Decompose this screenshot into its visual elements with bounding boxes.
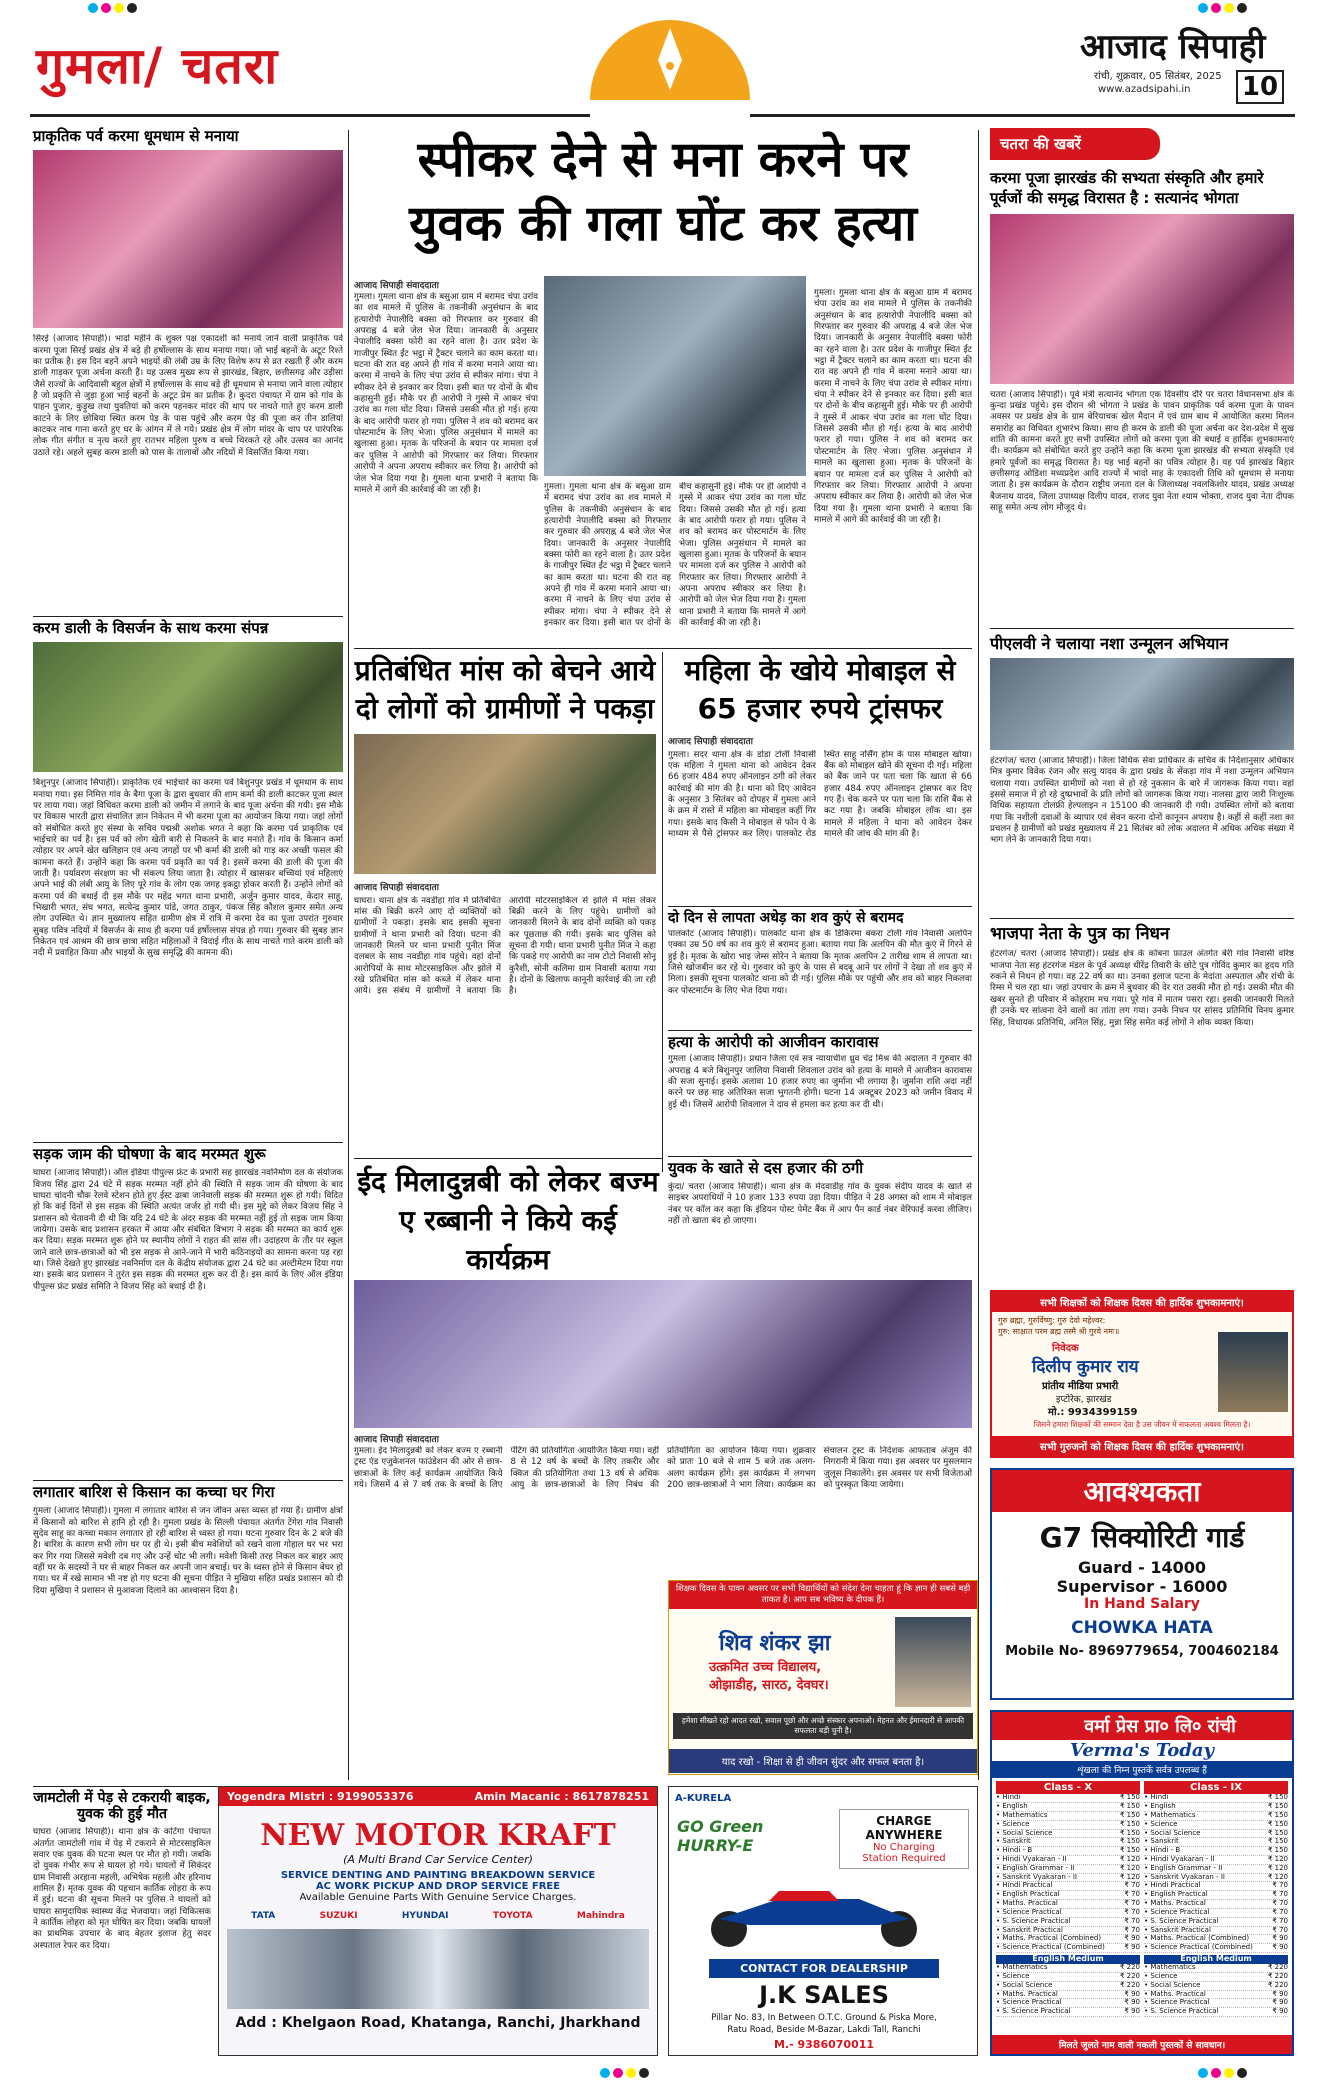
price-table-class-ix	[1144, 1781, 1288, 2017]
price-row	[1144, 2008, 1288, 2017]
book-title: • Science Practical (Combined)	[1144, 1943, 1253, 1952]
cyber-body: कुंदा/ चतरा (आजाद सिपाही)। थाना क्षेत्र के मेदवाडीह गांव के युवक संदीप यादव के खाते से साइबर अपराधियों ने 10 हजार 133 रुपया उड़ा दिया। पीड़ित ने 28 अगस्त को शाम में मोबाइल नंबर पर कॉल कर कहा कि इंडियन पोस्ट पेमेंट बैंक में आप पैन कार्ड नंबर वेरिफाई करवा लीजिए। नहीं तो खाता बंद हो जाएगा।	[668, 1182, 972, 1227]
headline: सड़क जाम की घोषणा के बाद मरम्मत शुरू	[33, 1145, 266, 1163]
ad-teacher-day	[990, 1290, 1294, 1458]
headline: जामटोली में पेड़ से टकरायी बाइक, युवक की हुई मौत	[33, 1790, 211, 1823]
book-price: ₹ 120	[1119, 1863, 1140, 1872]
price-table-header: Class - IX	[1144, 1781, 1288, 1794]
book-title: • Science Practical	[996, 1998, 1062, 2007]
book-title: • S. Science Practical	[1144, 1916, 1219, 1925]
cyber-story	[668, 1160, 972, 1180]
ad-security-guard	[990, 1468, 1294, 1700]
book-title: • Sanskrit Vyakaran - II	[1144, 1872, 1225, 1881]
ad-motor-phones	[219, 1787, 657, 1806]
ad-school-school: उत्क्रमित उच्च विद्यालय,	[709, 1660, 822, 1675]
right-column	[990, 128, 1294, 1288]
ad-scooter-addr1: Pillar No. 83, In Between O.T.C. Ground & Piska More,	[711, 2013, 937, 2023]
book-title: • Science Practical (Combined)	[996, 1943, 1105, 1952]
ad-guard-l1: Guard - 14000	[1077, 1558, 1207, 1577]
ad-scooter-dealer: J.K SALES	[759, 1981, 889, 2009]
page-number: 10	[1236, 70, 1284, 104]
book-title: • Maths. Practical	[996, 1989, 1058, 1998]
brand-tata: TATA	[251, 1911, 276, 1921]
eid-photo	[354, 1280, 972, 1428]
r-photo-2	[990, 658, 1294, 750]
book-title: • Hindi - B	[996, 1846, 1033, 1855]
ad-scooter-contact: CONTACT FOR DEALERSHIP	[709, 1959, 939, 1978]
book-title: • Sanskrit Practical	[1144, 1925, 1211, 1934]
ad-guard-company: G7 सिक्योरिटी गार्ड	[1039, 1521, 1245, 1554]
book-price: ₹ 150	[1119, 1810, 1140, 1819]
ad-motor-m2: Amin Macanic : 8617878251	[474, 1790, 649, 1803]
lead-headline: स्पीकर देने से मना करने पर युवक की गला घोंट कर हत्या	[409, 131, 917, 252]
masthead-rule-left	[30, 114, 590, 117]
book-title: • Sanskrit	[996, 1837, 1031, 1846]
ad-motor-cars	[227, 1929, 649, 2009]
book-price: ₹ 70	[1272, 1907, 1288, 1916]
book-price: ₹ 150	[1267, 1846, 1288, 1855]
r-photo-1	[990, 214, 1294, 384]
book-price: ₹ 70	[1272, 1925, 1288, 1934]
book-price: ₹ 150	[1267, 1837, 1288, 1846]
book-title: • Science	[996, 1819, 1030, 1828]
headline: प्राकृतिक पर्व करमा धूमधाम से मनाया	[33, 127, 239, 145]
book-title: • Maths. Practical (Combined)	[996, 1934, 1102, 1943]
book-price: ₹ 150	[1267, 1828, 1288, 1837]
book-price: ₹ 220	[1119, 1980, 1140, 1989]
ad-motor-l3: Available Genuine Parts With Genuine Service Charges.	[299, 1892, 577, 1903]
headline: लगातार बारिश से किसान का कच्चा घर गिरा	[33, 1483, 275, 1501]
r-headline-2: पीएलवी ने चलाया नशा उन्मूलन अभियान	[990, 633, 1229, 653]
book-title: • Science	[996, 1971, 1030, 1980]
story-body: गुमला (आजाद सिपाही)। गुमला में लगातार बारिश से जन जीवन अस्त व्यस्त हो गया है। ग्रामीण क्षेत्रों में किसानों को बारिश से हानि हो रही है। गुमला प्रखंड के सिल्ली पंचायत अंतर्गत टेंगेरा गांव निवासी सुदेव साहू का कच्चा मकान लगातार हो रही बारिश से ध्वस्त हो गया। घटना गुरुवार दिन के 2 बजे की है। बारिश के कारण सभी लोग घर पर ही थे। इसी बीच मवेशियों को रखने वाला गोहाल घर भर भरा कर गिर गया जिससे मवेशी दब गए और उन्हें चोट भी लगी। मवेशी किसी तरह निकल कर बाहर आए वहीं घर के सदस्यों ने घर से बाहर निकल कर अपनी जान बचाई। घर के ध्वस्त होने से किसान बेघर हो गया। घर में रखे सामान भी नष्ट हो गए घटना की सूचना पीड़ित ने मुखिया सहित प्रखंड प्रशासन को दी दिया मुखिया ने प्रशासन से मुआवजा दिलाने का आश्वासन दिया है।	[33, 1506, 343, 1596]
book-price: ₹ 150	[1119, 1846, 1140, 1855]
immersion-photo	[33, 642, 343, 772]
ad-school-mid: हमेशा सीखते रहो आदत रखो, सवाल पूछो और अच्छे संस्कार अपनाओ। मेहनत और ईमानदारी से आपकी सफलता बड़ी चुनी है।	[673, 1713, 973, 1739]
story-body: सिरई (आजाद सिपाही)। भादो महीने के शुक्ल पक्ष एकादशी को मनाये जाने वाली प्राकृतिक पर्व करमा पूजा सिरई प्रखंड क्षेत्र में बड़े ही हर्षोल्लास के साथ मनाया गया। जो भाई बहनों के अटूट रिश्ते का प्रतीक है। इस दिन बहनें अपने भाइयों की लंबी उम्र के लिए विशेष रूप से व्रत रखती हैं और करम डाली गाड़कर पूजा अर्चना करती हैं। यह उत्सव मुख्य रूप से झारखंड, बिहार, छत्तीसगढ़ और उड़ीसा जैसे राज्यों के आदिवासी बहुल क्षेत्रों में हर्षोल्लास के साथ बड़े ही धूमधाम से मनाया जाने वाला त्योहार है जो प्रकृति से जुड़ा हुआ भाई बहनों के अटूट प्रेम का प्रतीक है। कुदरा पंचायत में ग्राम को गांव के पाहन पुजार, कुड़ुख तथा युवतियां को करम पहनकर मांदर की थाप पर नाचते गाते हुए करम डाली काटने के लिए छोबिया स्थित करम पेड़ के पास पहुंचे और करम पेड़ की पूजा कर तीन डालियां काटकर नाच गाना करते हुए घर के आंगन में ले गये। प्रखंड क्षेत्र में लोग मांदर के थाप पर पारंपरिक लोक गीत संगीत व नृत्य करते हुए रातभर महिला पुरुष व बच्चे थिरकते रहे और उत्सव का आनंद उठाते रहे। अहले सुबह करम डाली को पास के तालाबों और नदियों में विसर्जित किया गया।	[33, 334, 343, 458]
ad-school-place: ओझाडीह, सारठ, देवघर।	[709, 1678, 829, 1693]
charge-2: ANYWHERE	[865, 1828, 943, 1842]
col1-story-karam-dali	[33, 620, 343, 1140]
book-title: • Mathematics	[996, 1963, 1048, 1972]
book-price: ₹ 90	[1272, 1989, 1288, 1998]
ad-scooter-phone: M.- 9386070011	[773, 2038, 875, 2051]
well-story	[668, 910, 972, 1026]
book-price: ₹ 220	[1267, 1980, 1288, 1989]
price-table-subheader: English Medium	[1144, 1955, 1288, 1964]
mobile-byline: आजाद सिपाही संवाददाता	[668, 736, 753, 747]
book-title: • Science Practical	[1144, 1998, 1210, 2007]
ad-scooter-model: GO Green HURRY-E	[677, 1817, 764, 1855]
book-price: ₹ 70	[1124, 1916, 1140, 1925]
col1-story-karma	[33, 128, 343, 614]
ad-photo	[1218, 1332, 1288, 1412]
mobile-headline: महिला के खोये मोबाइल से 65 हजार रुपये ट्रांसफर	[684, 654, 956, 725]
ad-press-brand: Verma's Today	[1070, 1740, 1214, 1761]
book-title: • English	[1144, 1802, 1176, 1811]
brand-hyundai: HYUNDAI	[401, 1911, 449, 1921]
registration-marks-bottom	[0, 2066, 1325, 2080]
ad-motor-m1: Yogendra Mistri : 9199053376	[227, 1790, 414, 1803]
story-body: घाघरा (आजाद सिपाही)। ऑल इंडिया पीपुल्स फ्रंट के प्रभारी सह झारखंड नवनिर्माण दल के संयोजक विजय सिंह द्वारा 24 घंटे में सड़क मरम्मत नहीं होने की स्थिति में सड़क जाम की घोषणा के बाद घाघरा चांदनी चौक रेलवे स्टेशन होते हुए ईस्ट ढाबा जानेवाली सड़क की मरम्मत शुरू हो गयी। विदित हो कि कई दिनों से इस सड़क की स्थिति अत्यंत जर्जर हो गयी थी। इस मुद्दे को लेकर विजय सिंह ने प्रशासन को चेतावनी दी थी कि यदि 24 घंटे के अंदर सड़क की मरम्मत नहीं हुई तो सड़क जाम किया जायेगा। उसके बाद प्रशासन हरकत में आया और संबंधित विभाग ने सड़क की मरम्मत का कार्य शुरू कर दिया। सड़क मरम्मत शुरू होने पर स्थानीय लोगों ने राहत की सांस ली। उदाहरण के तौर पर स्कूल जाने वाले छात्र-छात्राओं को भी इस सड़क से आने-जाने में भारी कठिनाइयों का सामना करना पड़ रहा था। जिसे देखते हुए झारखंड नवनिर्माण दल के केंद्रीय संयोजक द्वारा 24 घंटे का अल्टीमेटम दिया गया था। इसके बाद प्रशासन ने तुरंत इस सड़क की मरम्मत शुरू कर दी है। इस कार्य के लिए ऑल इंडिया पीपुल्स फ्रंट प्रखंड समिति ने विजय सिंह को बधाई दी है।	[33, 1168, 343, 1292]
book-title: • Hindi	[1144, 1793, 1169, 1802]
book-price: ₹ 90	[1272, 1934, 1288, 1943]
brand-toyota: TOYOTA	[492, 1911, 533, 1921]
life-body: गुमला (आजाद सिपाही)। प्रधान जिला एवं सत्र न्यायाधीश ध्रुव चंद्र मिश्र की अदालत ने गुरुवार की अपराह्न 4 बजे बिशुनपुर जालिया निवासी शिवलाल उरांव को हत्या के मामले में आजीवन कारावास की सजा सुनाई। इसके अलावा 10 हजार रुपए का जुर्माना भी लगाया है। जुर्माना राशि अदा नहीं करने पर छह माह अतिरिक्त सजा भुगतनी होगी। घटना 14 अक्टूबर 2023 को जमीन विवाद में हुई थी। जिसमें आरोपी शिवलाल ने दाव से हमला कर हत्या कर दी थी।	[668, 1054, 972, 1110]
lead-body-right: गुमला। गुमला थाना क्षेत्र के बसुआ ग्राम में बरामद चंपा उरांव का शव मामले में पुलिस के तकनीकी अनुसंधान के बाद हत्यारोपी नेपालीदि बक्सा को गिरफ्तार कर गुरुवार की अपराह्न 4 बजे जेल भेज दिया। जानकारी के अनुसार नेपालीदि बक्सा फोरी का रहने वाला है। उतर प्रदेश के गाजीपुर स्थित ईंट भट्ठा में ट्रैक्टर चलाने का काम करता था। घटना की रात वह अपने ही गांव में करमा मनाने आया था। करमा में नाचने के लिए चंपा उरांव से स्पीकर मांगा। चंपा ने स्पीकर देने से इनकार कर दिया। इसी बात पर दोनों के बीच कहासुनी हुई। मौके पर ही आरोपी ने गुस्से में आकर चंपा उरांव का गला घोंट दिया। जिससे उसकी मौत हो गई। हत्या के बाद आरोपी फरार हो गया। पुलिस ने शव को बरामद कर पोस्टमार्टम के लिए भेजा। पुलिस अनुसंधान में मामले का खुलासा हुआ। मृतक के परिजनों के बयान पर मामला दर्ज कर पुलिस ने आरोपी को गिरफ्तार कर लिया। गिरफ्तार आरोपी ने अपना अपराध स्वीकार कर लिया है। आरोपी को जेल भेज दिया गया है। गुमला थाना प्रभारी ने बताया कि मामले में आगे की कार्रवाई की जा रही है।	[814, 288, 972, 525]
meat-body: घाघरा। थाना क्षेत्र के नवडीहा गांव में प्रतिबंधित मांस की बिक्री करने आए दो व्यक्तियों को ग्रामीणों ने पकड़ा। इसके बाद इसकी सूचना ग्रामीणों ने थाना प्रभारी को दिया। घटना की जानकारी मिलने पर थाना प्रभारी पुनीत मिंज दलबल के साथ नवडीहा गांव पहुंचे। वहां दोनों आरोपियों के साथ मोटरसाइकिल और झोले में रखे प्रतिबंधित मांस को कब्जे में लेकर थाना आये। इस संबंध में ग्रामीणों ने बताया कि आरोपी मोटरसाइकिल से झोले में मांस लेकर बिक्री करने के लिए पहुंचे। ग्रामीणों को जानकारी मिलने के बाद दोनों व्यक्ति को पकड़ कर पूछताछ की गयी। इसके बाद पुलिस को सूचना दी गयी। थाना प्रभारी पुनीत मिंज ने कहा कि पकड़े गए आरोपी का नाम टोटो निवासी सोनू कुरैशी, सोनी कलिमा ग्राम निवासी बताया गया है। दोनों के खिलाफ कानूनी कार्रवाई की जा रही है।	[354, 895, 656, 997]
lead-story	[354, 128, 972, 646]
eid-story	[354, 1162, 662, 1278]
ad-quote2: गुरु: साक्षात परम ब्रह्म तस्मै श्री गुरवे नमः॥	[998, 1327, 1120, 1336]
book-price: ₹ 150	[1119, 1828, 1140, 1837]
book-title: • Science	[1144, 1819, 1178, 1828]
ad-school-bottom: याद रखो - शिक्षा से ही जीवन सुंदर और सफल बनता है।	[669, 1749, 977, 1773]
col1-story-road	[33, 1146, 343, 1476]
meat-byline: आजाद सिपाही संवाददाता	[354, 882, 439, 893]
book-price: ₹ 90	[1124, 1989, 1140, 1998]
price-row	[996, 1944, 1140, 1953]
pen-logo	[590, 20, 750, 100]
book-title: • Hindi	[996, 1793, 1021, 1802]
lead-body: गुमला। गुमला थाना क्षेत्र के बसुआ ग्राम में बरामद चंपा उरांव का शव मामले में पुलिस के तकनीकी अनुसंधान के बाद हत्यारोपी नेपालीदि बक्सा को गिरफ्तार कर गुरुवार की अपराह्न 4 बजे जेल भेज दिया। जानकारी के अनुसार नेपालीदि बक्सा फोरी का रहने वाला है। उतर प्रदेश के गाजीपुर स्थित ईंट भट्ठा में ट्रैक्टर चलाने का काम करता था। घटना की रात वह अपने ही गांव में करमा मनाने आया था। करमा में नाचने के लिए चंपा उरांव से स्पीकर मांगा। चंपा ने स्पीकर देने से इनकार कर दिया। इसी बात पर दोनों के बीच कहासुनी हुई। मौके पर ही आरोपी ने गुस्से में आकर चंपा उरांव का गला घोंट दिया। जिससे उसकी मौत हो गई। हत्या के बाद आरोपी फरार हो गया। पुलिस ने शव को बरामद कर पोस्टमार्टम के लिए भेजा। पुलिस अनुसंधान में मामले का खुलासा हुआ। मृतक के परिजनों के बयान पर मामला दर्ज कर पुलिस ने आरोपी को गिरफ्तार कर लिया। गिरफ्तार आरोपी ने अपना अपराध स्वीकार कर लिया है। आरोपी को जेल भेज दिया गया है। गुमला थाना प्रभारी ने बताया कि मामले में आगे की कार्रवाई की जा रही है।	[354, 292, 538, 495]
book-price: ₹ 90	[1272, 1998, 1288, 2007]
well-headline: दो दिन से लापता अधेड़ का शव कुएं से बरामद	[668, 910, 904, 926]
book-title: • Mathematics	[1144, 1810, 1196, 1819]
masthead-rule-right	[750, 114, 1295, 117]
ad-motor-title: NEW MOTOR KRAFT	[260, 1818, 616, 1853]
r-body-1: चतरा (आजाद सिपाही)। पूर्व मंत्री सत्यानंद भोगता एक दिवसीय दौरे पर चतरा विधानसभा क्षेत्र के कुन्दा प्रखंड पहुंचे। इस दौरान श्री भोगता ने प्रखंड के पावन प्राकृतिक पर्व करमा पूजा के पावन अवसर पर प्रखंड क्षेत्र के ग्राम बेरियाचक खेल मैदान में एवं ग्राम बाथ में आयोजित करमा मिलन समारोह का विधिवत शुभारंभ किया। साथ ही करम के डाली की पूजा अर्चना कर देश-प्रदेश में सुख शांति की कामना करते हुए सभी उपस्थित लोगों को करमा पूजा की बधाई व हार्दिक शुभकामनाएं दी। कार्यक्रम को संबोधित करते हुए उन्होंने कहा कि करमा पूजा झारखंड की सभ्यता संस्कृति एवं हमारे पूर्वजों का समृद्ध विरासत है। यह भाई बहनों का पवित्र त्योहार है। यह पर्व झारखंड बिहार छत्तीसगढ़ ओडिशा मध्यप्रदेश आदि राज्यों में भादो माह के एकादशी तिथि को धूमधाम से मनाया जाता है। इस कार्यक्रम के दौरान राष्ट्रीय जनता दल के जिलाध्यक्ष नवलकिशोर यादव, प्रखंड अध्यक्ष बैजनाथ यादव, जिला उपाध्यक्ष दिलीप यादव, राजद युवा नेता श्याम भोक्ता, राजद युवा नेता दीपक साहू समेत अन्य लोग मौजूद थे।	[990, 389, 1294, 513]
ad-new-motor-kraft	[218, 1786, 658, 2056]
book-title: • Mathematics	[1144, 1963, 1196, 1972]
ad-motor-sub: (A Multi Brand Car Service Center)	[343, 1853, 533, 1866]
ad-guard-loc: CHOWKA HATA	[1071, 1618, 1213, 1638]
book-price: ₹ 90	[1272, 2007, 1288, 2016]
ad-motor-addr: Add : Khelgaon Road, Khatanga, Ranchi, Jharkhand	[235, 2015, 641, 2031]
meat-photo	[354, 734, 656, 874]
book-price: ₹ 70	[1124, 1925, 1140, 1934]
book-title: • Mathematics	[996, 1810, 1048, 1819]
book-price: ₹ 70	[1272, 1916, 1288, 1925]
book-price: ₹ 70	[1272, 1890, 1288, 1899]
meat-story	[354, 652, 656, 1152]
book-price: ₹ 70	[1124, 1890, 1140, 1899]
eid-body: गुमला। ईद मिलादुन्नबी को लेकर बज्म ए रब्बानी ट्रस्ट एंड एजुकेशनल फाउंडेशन की ओर से छात्र-छात्राओं के लिए कई कार्यक्रम आयोजित किये गये। जिसमें 4 से 7 वर्ष तक के बच्चों के लिए पेंटिंग की प्रतियोगिता आयोजित किया गया। वहीं 8 से 12 वर्ष के बच्चों के लिए तकरीर और क्विज की प्रतियोगिता तथा 13 वर्ष से अधिक आयु के छात्र-छात्राओं के लिए निबंध की प्रतियोगिता का आयोजन किया गया। शुक्रवार को प्रातः 10 बजे से शाम 5 बजे तक अलग-अलग कार्यक्रम होंगे। इस कार्यक्रम में लगभग 200 छात्र-छात्राओं ने भाग लिया। कार्यक्रम का संचालन ट्रस्ट के निदेशक आफताब अंजुम की निगरानी में किया गया। इस अवसर पर मुसलमान जुलूस निकालेंगे। इस अवसर पर सभी विजेताओं को पुरस्कृत किया जायेगा।	[354, 1446, 972, 1491]
book-price: ₹ 70	[1272, 1881, 1288, 1890]
mobile-body: गुमला। सदर थाना क्षेत्र के डोडा टोली निवासी एक महिला ने गुमला थाना को आवेदन देकर 66 हजार 484 रुपए ऑनलाइन ठगी को लेकर कार्रवाई की मांग की है। थाना को दिए आवेदन के अनुसार 3 सितंबर को दोपहर में गुमला आने के क्रम में रास्ते में महिला का मोबाइल कहीं गिर गया। इसके बाद किसी ने मोबाइल से फोन पे के माध्यम से पैसे ट्रांसफर कर लिए। पालकोट रोड स्थित साहू नर्सिंग होम के पास मोबाइल खोया। बैंक को मोबाइल खोने की सूचना दी गई। महिला को बैंक जाने पर पता चला कि खाता से 66 हजार 484 रुपए ऑनलाइन ट्रांसफर कर दिए गए हैं। चेक करने पर पता चला कि राशि बैंक से कट गया है। जबकि मोबाइल लॉक था। इस मामले में महिला ने थाना को आवेदन देकर मामले की जांच की मांग की है।	[668, 749, 972, 839]
book-title: • Maths. Practical (Combined)	[1144, 1934, 1250, 1943]
book-price: ₹ 150	[1119, 1819, 1140, 1828]
ad-motor-brands	[229, 1911, 647, 1921]
meat-headline: प्रतिबंधित मांस को बेचने आये दो लोगों को ग्रामीणों ने पकड़ा	[354, 654, 656, 725]
ad-scooter-brand: A-KURELA	[675, 1793, 732, 1804]
scooter-image	[679, 1879, 959, 1949]
lead-photo	[544, 276, 806, 476]
book-title: • Social Science	[1144, 1828, 1201, 1837]
book-price: ₹ 90	[1124, 1943, 1140, 1952]
ad-guard-title: आवश्यकता	[992, 1470, 1292, 1512]
book-title: • S. Science Practical	[996, 2007, 1071, 2016]
ad-verma-press	[990, 1710, 1294, 2056]
book-price: ₹ 120	[1119, 1872, 1140, 1881]
book-title: • Hindi Practical	[1144, 1881, 1201, 1890]
ad-motor-l1: SERVICE DENTING AND PAINTING BREAKDOWN SERVICE	[280, 1870, 596, 1881]
ad-school-photo	[895, 1617, 971, 1707]
book-price: ₹ 120	[1267, 1863, 1288, 1872]
book-price: ₹ 150	[1119, 1793, 1140, 1802]
book-price: ₹ 150	[1267, 1802, 1288, 1811]
eid-byline: आजाद सिपाही संवाददाता	[354, 1435, 439, 1445]
book-price: ₹ 150	[1119, 1802, 1140, 1811]
ad-guard-l3: In Hand Salary	[1084, 1596, 1200, 1612]
ad-guard-l2: Supervisor - 16000	[1056, 1577, 1228, 1596]
lead-byline: आजाद सिपाही संवाददाता	[354, 281, 439, 291]
book-title: • Hindi Vyakaran - II	[996, 1854, 1067, 1863]
ad-school-name: शिव शंकर झा	[719, 1631, 831, 1656]
charge-1: CHARGE	[876, 1814, 932, 1828]
charge-3: No Charging	[873, 1842, 935, 1853]
mobile-story	[668, 652, 972, 904]
book-title: • Science Practical	[996, 1907, 1062, 1916]
book-price: ₹ 70	[1124, 1907, 1140, 1916]
book-title: • English Grammar - II	[996, 1863, 1075, 1872]
book-price: ₹ 90	[1124, 1934, 1140, 1943]
r-body-2: हंटरगंज/ चतरा (आजाद सिपाही)। जिला विधिक सेवा प्राधिकार के सचिव के निर्देशानुसार अधिकार मित्र कुमार विवेक रंजन और सत्यु यादव के द्वारा प्रखंड के सेंकड़ा गांव में नशा उन्मूलन अभियान चलाया गया। उपस्थित ग्रामीणों को नशा से हो रहे नुकसान के बारे में जागरूक किया गया। वहां इससे समाज में हो रहे दुष्प्रभावों के प्रति लोगों को जागरूक किया गया। नालसा द्वारा जारी निःशुल्क विधिक सहायता टोलफ्री हेल्पलाइन न 15100 की जानकारी दी गयी। उपस्थित लोगों को बताया गया कि नशीली दवाओं के व्यापार एवं सेवन करना दोनों कानूनन अपराध है। कहीं से कहीं नशा का प्रचलन है ग्रामीणों को प्रखंड मुख्यालय में 21 सितंबर को लोक अदालत में अधिक अधिक संख्या में भाग लेने के जानकारी दिया गया।	[990, 755, 1294, 846]
lead-body-continued: गुमला। गुमला थाना क्षेत्र के बसुआ ग्राम में बरामद चंपा उरांव का शव मामले में पुलिस के तकनीकी अनुसंधान के बाद हत्यारोपी नेपालीदि बक्सा को गिरफ्तार कर गुरुवार की अपराह्न 4 बजे जेल भेज दिया। जानकारी के अनुसार नेपालीदि बक्सा फोरी का रहने वाला है। उतर प्रदेश के गाजीपुर स्थित ईंट भट्ठा में ट्रैक्टर चलाने का काम करता था। घटना की रात वह अपने ही गांव में करमा मनाने आया था। करमा में नाचने के लिए चंपा उरांव से स्पीकर मांगा। चंपा ने स्पीकर देने से इनकार कर दिया। इसी बात पर दोनों के बीच कहासुनी हुई। मौके पर ही आरोपी ने गुस्से में आकर चंपा उरांव का गला घोंट दिया। जिससे उसकी मौत हो गई। हत्या के बाद आरोपी फरार हो गया। पुलिस ने शव को बरामद कर पोस्टमार्टम के लिए भेजा। पुलिस अनुसंधान में मामले का खुलासा हुआ। मृतक के परिजनों के बयान पर मामला दर्ज कर पुलिस ने आरोपी को गिरफ्तार कर लिया। गिरफ्तार आरोपी ने अपना अपराध स्वीकार कर लिया है। आरोपी को जेल भेज दिया गया है। गुमला थाना प्रभारी ने बताया कि मामले में आगे की कार्रवाई की जा रही है।	[544, 482, 806, 629]
ad-guard-mobile: Mobile No- 8969779654, 7004602184	[1005, 1644, 1279, 1659]
book-title: • Hindi - B	[1144, 1846, 1181, 1855]
cyber-headline: युवक के खाते से दस हजार की ठगी	[668, 1159, 864, 1177]
karma-photo	[33, 150, 343, 328]
ad-scooter-addr2: Ratu Road, Beside M-Bazar, Lakdi Tall, Ranchi	[727, 2025, 921, 2035]
life-headline: हत्या के आरोपी को आजीवन कारावास	[668, 1033, 879, 1051]
ad-shiv-shankar	[668, 1580, 978, 1775]
book-price: ₹ 70	[1124, 1881, 1140, 1890]
well-body: पालकोट (आजाद सिपाही)। पालकोट थाना क्षेत्र के डिकिरमा बकरा टोली गांव निवासी अलपिन एक्का उम्र 50 वर्ष का शव कुएं से बरामद हुआ। बताया गया कि अलपिन की मौत कुएं में गिरने से हुई है। मृतक के खोरा भाइ जेम्स सोरेन ने बताया कि मृतक अलपिन 2 तारीख शाम से लापता था। जिसे खोजबीन कर रहे थे। गुरुवार को कुएं के पास से बदबू आने पर लोगों ने देखा तो शव कुएं में मिला। इसकी सूचना पालकोट थाना को दी गई। पुलिस मौके पर पहुंची और शव को बाहर निकलवा कर पोस्टमार्टम के लिए भेज दिया गया।	[668, 929, 972, 996]
headline: करम डाली के विसर्जन के साथ करमा संपन्न	[33, 619, 269, 637]
r-headline-1: करमा पूजा झारखंड की सभ्यता संस्कृति और हमारे पूर्वजों की समृद्ध विरासत है : सत्यानंद भोगता	[990, 169, 1264, 208]
book-title: • English Practical	[996, 1890, 1060, 1899]
ad-scooter	[668, 1786, 978, 2056]
book-price: ₹ 90	[1272, 1943, 1288, 1952]
book-price: ₹ 150	[1119, 1837, 1140, 1846]
ad-label: निवेदक	[1052, 1343, 1079, 1354]
book-price: ₹ 220	[1119, 1963, 1140, 1972]
book-title: • S. Science Practical	[996, 1916, 1071, 1925]
book-price: ₹ 90	[1124, 2007, 1140, 2016]
ad-motor-l2: AC WORK PICKUP AND DROP SERVICE FREE	[315, 1881, 561, 1892]
book-price: ₹ 70	[1272, 1899, 1288, 1908]
book-price: ₹ 150	[1267, 1793, 1288, 1802]
chatra-news-header: चतरा की खबरें	[990, 128, 1160, 160]
book-price: ₹ 220	[1119, 1971, 1140, 1980]
ad-org: इप्टोरेक, झारखंड	[1056, 1395, 1112, 1405]
section-title: गुमला/ चतरा	[36, 37, 279, 95]
book-title: • English	[996, 1802, 1028, 1811]
ad-name: दिलीप कुमार राय	[1032, 1357, 1139, 1377]
book-title: • Social Science	[1144, 1980, 1201, 1989]
book-price: ₹ 120	[1267, 1854, 1288, 1863]
book-price: ₹ 150	[1267, 1810, 1288, 1819]
paper-name: आजाद सिपाही	[1080, 27, 1266, 67]
book-title: • Sanskrit Practical	[996, 1925, 1063, 1934]
book-title: • Science	[1144, 1971, 1178, 1980]
ad-title: प्रांतीय मीडिया प्रभारी	[1042, 1381, 1119, 1392]
book-price: ₹ 220	[1267, 1971, 1288, 1980]
book-title: • Maths. Practical	[1144, 1989, 1206, 1998]
book-title: • Hindi Vyakaran - II	[1144, 1854, 1215, 1863]
book-title: • Social Science	[996, 1828, 1053, 1837]
brand-suzuki: SUZUKI	[319, 1911, 358, 1921]
ad-line1: जिसने हमारा शिक्षकों की सम्मान देता है उस जीवन में सफलता अवश्य मिलता है।	[1033, 1420, 1251, 1429]
book-title: • Science Practical	[1144, 1907, 1210, 1916]
life-sentence-story	[668, 1034, 972, 1152]
brand-mahindra: Mahindra	[576, 1911, 625, 1921]
story-body: बिशुनपुर (आजाद सिपाही)। प्राकृतिक एवं भाईचारे का करमा पर्व बिशुनपुर प्रखंड में धूमधाम के साथ मनाया गया। इस निमित्त गांव के बैगा पूजा के द्वारा बुधवार की शाम कर्मा की डाली काटकर पूजा स्थल पर लाया गया। जहां विधिवत करमा डाली को जमीन में लगाने के बाद पूजा अर्चना की गयी। इस मौके पर विकास भारती द्वारा संचालित ज्ञान निकेतन में भी करमा पूजा का आयोजन किया गया। जहां लोगों को संबोधित करते हुए संस्था के सचिव पद्मश्री अशोक भगत ने कहा कि करमा पर्व प्राकृतिक एवं भाईचारे का पर्व है। इस पर्व को लोग खेती बारी से निकलने के बाद मनाते हैं। गांव के किसान कर्मा त्योहार पर अपने खेत खलिहान एवं अन्य जगहों पर भी कर्मा की डाली को गाड़ कर अच्छी फसल की कामना करते हैं। उन्होंने कहा कि करमा पर्व प्रकृति का पर्व है। इसमें करमा की डाली की पूजा की जाती है। पर्यावरण संरक्षण का भी संकल्प लिया जाता है। त्योहार में खासकर बच्चियां एवं महिलाएं अपने भाई की लंबी आयु के लिए पूरे गांव के लोग एक जगह इकट्ठा होकर करती हैं। उन्होंने लोगों को करमा पर्व की बधाई दी इस मौके पर महेंद्र भगत थाना प्रभारी, अर्जुन कुमार यादव, केदार साहू, भिखारी भगत, संघ भगत, सत्येन्द्र कुमार पांडे, जगत ठाकुर, पंकज सिंह कौशल कुमार समेत अन्य लोग उपस्थित थे। ज्ञान मुख्यालय सहित ग्रामीण क्षेत्र में रात्रि में करमा देव का पूजा उपरांत गुरुवार सुबह पवित्र नदियों में विसर्जन के साथ ही करमा पर्व हर्षोल्लास संपन्न हो गया। गुरुवार की सुबह ज्ञान निकेतन एवं आश्रम की छात्र छात्रा सहित महिलाओं ने विदाई गीत के साथ नाचते गाते करम डाली को नदी में प्रवाहित किया और भाइयों के सुख समृद्धि की कामना की।	[33, 778, 343, 959]
ad-banner-bottom: सभी गुरुजनों को शिक्षक दिवस की हार्दिक शुभकामनाएं।	[992, 1436, 1292, 1456]
price-table-header: Class - X	[996, 1781, 1140, 1794]
ad-phone: मो.: 9934399159	[1048, 1407, 1138, 1418]
story-body: घाघरा (आजाद सिपाही)। थाना क्षेत्र के कोटेंगा पंचायत अंतर्गत जामटोली गांव में पेड़ में टकराने से मोटरसाइकिल सवार एक युवक की घटना स्थल पर मौत हो गयी। जबकि दो युवक गंभीर रूप से घायल हो गये। घायलों में सिकंदर ग्राम निवासी अरहाना महली, अभिषेक महली और हरिनाथ शामिल हैं। मृतक युवक की पहचान कार्तिक लोहरा के रूप में हुई। घटना की सूचना मिलने पर पुलिस ने घायलों को घाघरा सामुदायिक स्वास्थ्य केंद्र भेजवाया। जहां चिकित्सक ने कार्तिक लोहरा को मृत घोषित कर दिया। जबकि घायलों का प्राथमिक उपचार के बाद बेहतर इलाज हेतु सदर अस्पताल रेफर कर दिया।	[33, 1827, 211, 1951]
book-title: • Social Science	[996, 1980, 1053, 1989]
charge-4: Station Required	[862, 1853, 946, 1864]
book-title: • Sanskrit Vyakaran - II	[996, 1872, 1077, 1881]
book-price: ₹ 150	[1267, 1819, 1288, 1828]
col1-story-accident	[33, 1790, 211, 2052]
r-headline-3: भाजपा नेता के पुत्र का निधन	[990, 923, 1170, 944]
ad-press-tag: शृंखला की निम्न पुस्तकें सर्वत्र उपलब्ध हैं	[992, 1761, 1292, 1778]
ad-press-footer: मिलते जुलते नाम वाली नकली पुस्तकों से सावधान।	[992, 2035, 1292, 2054]
book-title: • Maths. Practical	[996, 1899, 1058, 1908]
book-price: ₹ 90	[1124, 1998, 1140, 2007]
ad-banner-top: सभी शिक्षकों को शिक्षक दिवस की हार्दिक शुभकामनाएं।	[992, 1292, 1292, 1312]
ad-scooter-charge	[839, 1809, 969, 1869]
col1-story-rain	[33, 1484, 343, 1782]
book-title: • English Grammar - II	[1144, 1863, 1223, 1872]
masthead	[30, 18, 1295, 126]
ad-school-top: शिक्षक दिवस के पावन अवसर पर सभी विद्यार्थियों को संदेश देना चाहता हूं कि ज्ञान ही सबसे बड़ी ताकत है। आप सब भविष्य के दीपक हैं।	[669, 1581, 977, 1609]
book-title: • English Practical	[1144, 1890, 1208, 1899]
eid-headline: ईद मिलादुन्नबी को लेकर बज्म ए रब्बानी ने किये कई कार्यक्रम	[357, 1165, 659, 1277]
book-title: • Hindi Practical	[996, 1881, 1053, 1890]
book-price: ₹ 70	[1124, 1899, 1140, 1908]
book-title: • Sanskrit	[1144, 1837, 1179, 1846]
ad-press-title: वर्मा प्रेस प्रा० लि० रांची	[992, 1712, 1292, 1740]
ad-quote1: गुरु ब्रह्मा, गुरुर्विष्णु: गुरु देवो महेश्वर:	[998, 1316, 1106, 1325]
book-price: ₹ 220	[1267, 1963, 1288, 1972]
website: www.azadsipahi.in	[1098, 84, 1191, 95]
r-body-3: हंटरगंज/ चतरा (आजाद सिपाही)। प्रखंड क्षेत्र के कोबना फ़ाउल अंतर्गत बेरी गांव निवासी वरिष्ठ भाजपा नेता सह हंटरगंज मंडल के पूर्व अध्यक्ष धीरेंद्र तिवारी के छोटे पुत्र गोविंद कुमार का हृदय गति रुकने से निधन हो गया। वह 22 वर्ष का था। उनका इलाज पटना के मेदांता अस्पताल और रांची के रिम्स में चल रहा था। जहां उपचार के क्रम में बुधवार की देर रात उसकी मौत हो गई। उसकी मौत की खबर सुनते ही परिवार में कोहराम मच गया। पूरे गांव में मातम पसरा रहा। इसकी जानकारी मिलते ही उनके घर सांत्वना देने वालों का तांता लग गया। उनके निधन पर सांसद प्रतिनिधि विनय कुमार सिंह, विधायक प्रतिनिधि, अनिल सिंह, मुन्ना सिंह समेत कई लोगों ने शोक व्यक्त किया।	[990, 949, 1294, 1028]
book-price: ₹ 120	[1119, 1854, 1140, 1863]
price-table-class-x	[996, 1781, 1140, 2017]
book-title: • Maths. Practical	[1144, 1899, 1206, 1908]
dateline: रांची, शुक्रवार, 05 सितंबर, 2025	[1094, 71, 1222, 82]
book-price: ₹ 120	[1267, 1872, 1288, 1881]
price-row	[1144, 1944, 1288, 1953]
ad-press-tables	[992, 1778, 1292, 2020]
book-title: • S. Science Practical	[1144, 2007, 1219, 2016]
price-row	[996, 2008, 1140, 2017]
registration-marks-top	[0, 0, 1325, 14]
price-table-subheader: English Medium	[996, 1955, 1140, 1964]
